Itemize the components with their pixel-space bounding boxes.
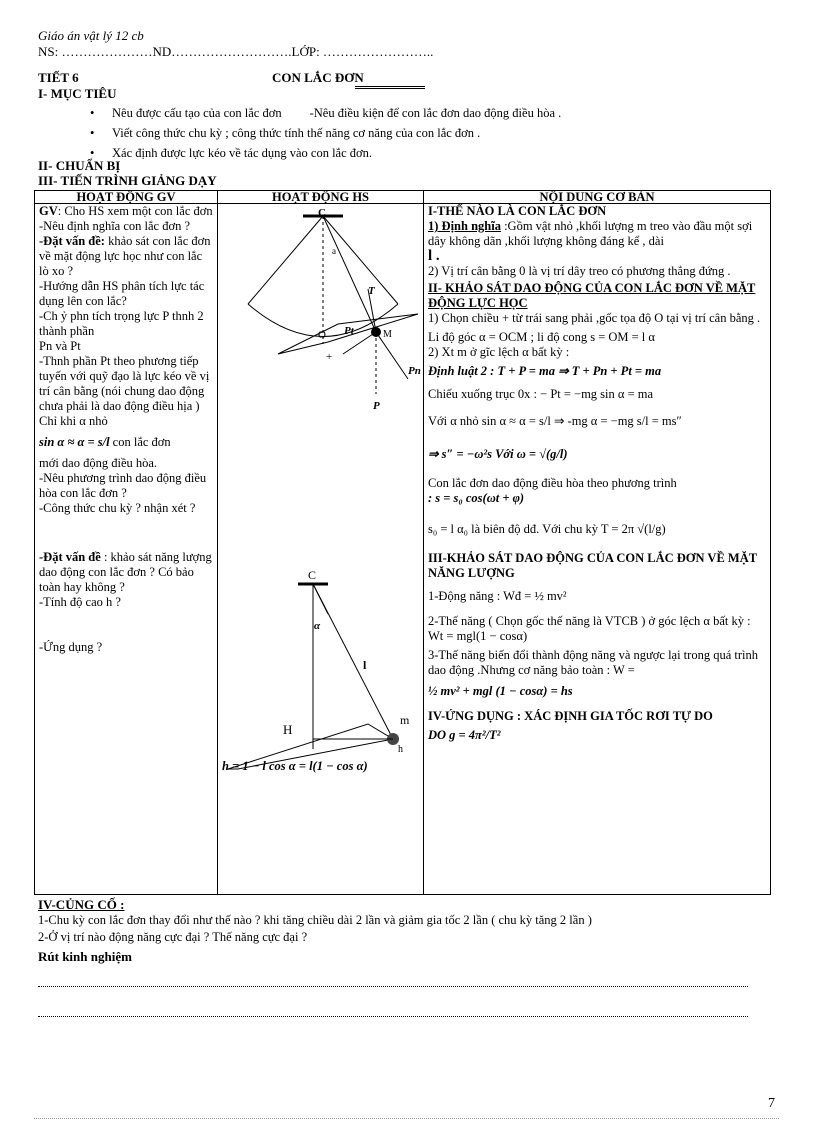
gv-line: -Tính độ cao h ? bbox=[39, 595, 121, 609]
svg-text:Pn: Pn bbox=[408, 365, 421, 377]
svg-text:l: l bbox=[363, 658, 367, 672]
content-heading: II- KHẢO SÁT DAO ĐỘNG CỦA CON LẮC ĐƠN VỀ MẶT ĐỘNG LỰC HỌC bbox=[428, 281, 756, 310]
content-line: DO g = 4π²/T² bbox=[428, 728, 501, 742]
content-column bbox=[424, 204, 771, 895]
header-hs: HOẠT ĐỘNG HS bbox=[218, 191, 424, 204]
objectives-list bbox=[112, 103, 561, 163]
content-heading: IV-ỨNG DỤNG : XÁC ĐỊNH GIA TỐC RƠI TỰ DO bbox=[428, 709, 713, 723]
blank-line bbox=[38, 980, 748, 987]
experience-heading: Rút kinh nghiệm bbox=[38, 949, 132, 964]
gv-line: -Nêu định nghĩa con lắc đơn ? bbox=[39, 219, 191, 233]
section-2-heading: II- CHUẨN BỊ bbox=[38, 158, 121, 173]
content-line: Li độ góc α = OCM ; li độ cong s = OM = l α bbox=[428, 330, 655, 344]
section-1-heading: I- MỤC TIÊU bbox=[38, 86, 117, 101]
svg-text:α: α bbox=[314, 620, 321, 632]
gv-line: -Đặt vấn đề : khảo sát năng lượng dao động con lắc đơn ? Có bảo toàn hay không ? bbox=[39, 550, 212, 594]
gv-line: Pn và Pt bbox=[39, 339, 81, 353]
content-line: Con lắc đơn dao động điều hòa theo phương trình bbox=[428, 476, 677, 490]
objective-item: • Viết công thức chu kỳ ; công thức tính thế năng cơ năng của con lắc đơn . bbox=[112, 123, 561, 143]
content-heading: III-KHẢO SÁT DAO ĐỘNG CỦA CON LẮC ĐƠN VỀ MẶT NĂNG LƯỢNG bbox=[428, 551, 757, 580]
gv-line: -Hướng dẫn HS phân tích lực tác dụng lên con lắc? bbox=[39, 279, 205, 308]
ns-line: NS: …………………ND……………………….LỚP: …………………….. bbox=[38, 44, 434, 59]
content-line: ½ mv² + mgl (1 − cosα) = hs bbox=[428, 684, 573, 698]
hs-column bbox=[218, 204, 424, 895]
svg-text:M: M bbox=[383, 329, 392, 340]
content-line: 2-Thế năng ( Chọn gốc thế năng là VTCB ) ở góc lệch α bất kỳ : Wt = mgl(1 − cosα) bbox=[428, 614, 751, 643]
gv-line: -Ch ỷ phn tích trọng lực P thnh 2 thành phần bbox=[39, 309, 204, 338]
content-line: s₀ = l α₀ là biên độ dđ. Với chu kỳ T = 2π √(l/g) bbox=[428, 522, 666, 536]
svg-text:C: C bbox=[318, 207, 326, 219]
gv-line: -Đặt vấn đề: khảo sát con lắc đơn về mặt động lực học như con lắc lò xo ? bbox=[39, 234, 211, 278]
gv-line: -Ứng dụng ? bbox=[39, 640, 103, 654]
review-question: 1-Chu kỳ con lắc đơn thay đổi như thế nào ? khi tăng chiều dài 2 lần và giảm gia tốc 2 lần ( chu kỳ tăng 2 lần ) bbox=[38, 913, 592, 927]
page-bottom-rule bbox=[34, 1118, 779, 1119]
subject-title: Giáo án vật lý 12 cb bbox=[38, 28, 144, 43]
review-question: 2-Ở vị trí nào động năng cực đại ? Thế năng cực đại ? bbox=[38, 930, 308, 944]
gv-column bbox=[35, 204, 218, 895]
svg-text:Pt: Pt bbox=[344, 325, 354, 337]
content-line: : s = s₀ cos(ωt + φ) bbox=[428, 491, 525, 505]
content-line: Với α nhỏ sin α ≈ α = s/l ⇒ -mg α = −mg s/l = ms″ bbox=[428, 414, 682, 428]
gv-line: -Nêu phương trình dao động điều hòa con lắc đơn ? bbox=[39, 471, 207, 500]
page-number: 7 bbox=[768, 1096, 775, 1111]
content-line: 1) Chọn chiều + từ trái sang phải ,gốc tọa độ O tại vị trí cân bằng . bbox=[428, 311, 761, 325]
objective-item: • Nêu được cấu tạo của con lắc đơn -Nêu điều kiện để con lắc đơn dao động điều hòa . bbox=[112, 103, 561, 123]
pendulum-diagrams bbox=[218, 204, 421, 764]
h-formula: h = 1 − l cos α = l(1 − cos α) bbox=[222, 759, 368, 773]
gv-line: -Công thức chu kỳ ? nhận xét ? bbox=[39, 501, 196, 515]
svg-text:+: + bbox=[326, 351, 333, 363]
header-gv: HOẠT ĐỘNG GV bbox=[35, 191, 218, 204]
section-3-heading: III- TIẾN TRÌNH GIẢNG DẠY bbox=[38, 173, 217, 188]
content-line: 2) Vị trí cân bằng 0 là vị trí dây treo có phương thẳng đứng . bbox=[428, 264, 731, 278]
gv-line: mới dao động điều hòa. bbox=[39, 456, 158, 470]
gv-line: -Thnh phần Pt theo phương tiếp tuyến với quỹ đạo là lực kéo về vị trí cân bằng (nói chung dao động chưa phải là dao động điều hịa ) Chỉ khi α nhỏ bbox=[39, 354, 210, 428]
content-line: Chiếu xuống trục 0x : − Pt = −mg sin α = ma bbox=[428, 387, 654, 401]
gv-line: GV: Cho HS xem một con lắc đơn bbox=[39, 204, 213, 218]
svg-text:h: h bbox=[398, 744, 403, 755]
content-heading: I-THẾ NÀO LÀ CON LẮC ĐƠN bbox=[428, 204, 607, 218]
svg-text:a: a bbox=[332, 246, 336, 256]
svg-text:O: O bbox=[318, 329, 326, 341]
content-line: ⇒ s″ = −ω²s Với ω = √(g/l) bbox=[428, 447, 568, 461]
svg-text:m: m bbox=[400, 713, 410, 727]
objective-item: • Xác định được lực kéo về tác dụng vào con lắc đơn. bbox=[112, 143, 561, 163]
content-line: Định luật 2 : T + P = ma ⇒ T + Pn + Pt = ma bbox=[428, 364, 662, 378]
content-line: 2) Xt m ở gĩc lệch α bất kỳ : bbox=[428, 345, 570, 359]
blank-line bbox=[38, 1010, 748, 1017]
svg-text:P: P bbox=[373, 400, 380, 412]
content-line: 3-Thế năng biến đổi thành động năng và ngược lại trong quá trình dao động .Nhưng cơ năng bảo toàn : W = bbox=[428, 648, 758, 677]
content-line: 1) Định nghĩa :Gồm vật nhỏ ,khối lượng m treo vào đầu một sợi dây không dãn ,khối lượng không đáng kể , dài bbox=[428, 219, 753, 248]
title-underline bbox=[355, 86, 425, 89]
lesson-title: CON LẮC ĐƠN bbox=[272, 70, 364, 85]
svg-text:H: H bbox=[283, 722, 293, 737]
header-content: NỘI DUNG CƠ BẢN bbox=[424, 191, 771, 204]
content-line: l . bbox=[428, 248, 440, 264]
content-line: 1-Động năng : Wđ = ½ mv² bbox=[428, 589, 567, 603]
lesson-table bbox=[34, 190, 771, 895]
svg-text:T: T bbox=[368, 285, 375, 297]
lesson-number: TIẾT 6 bbox=[38, 70, 79, 85]
section-4-heading: IV-CỦNG CỐ : bbox=[38, 897, 125, 912]
svg-text:C: C bbox=[308, 568, 317, 582]
gv-line: sin α ≈ α = s/l con lắc đơn bbox=[39, 435, 171, 449]
